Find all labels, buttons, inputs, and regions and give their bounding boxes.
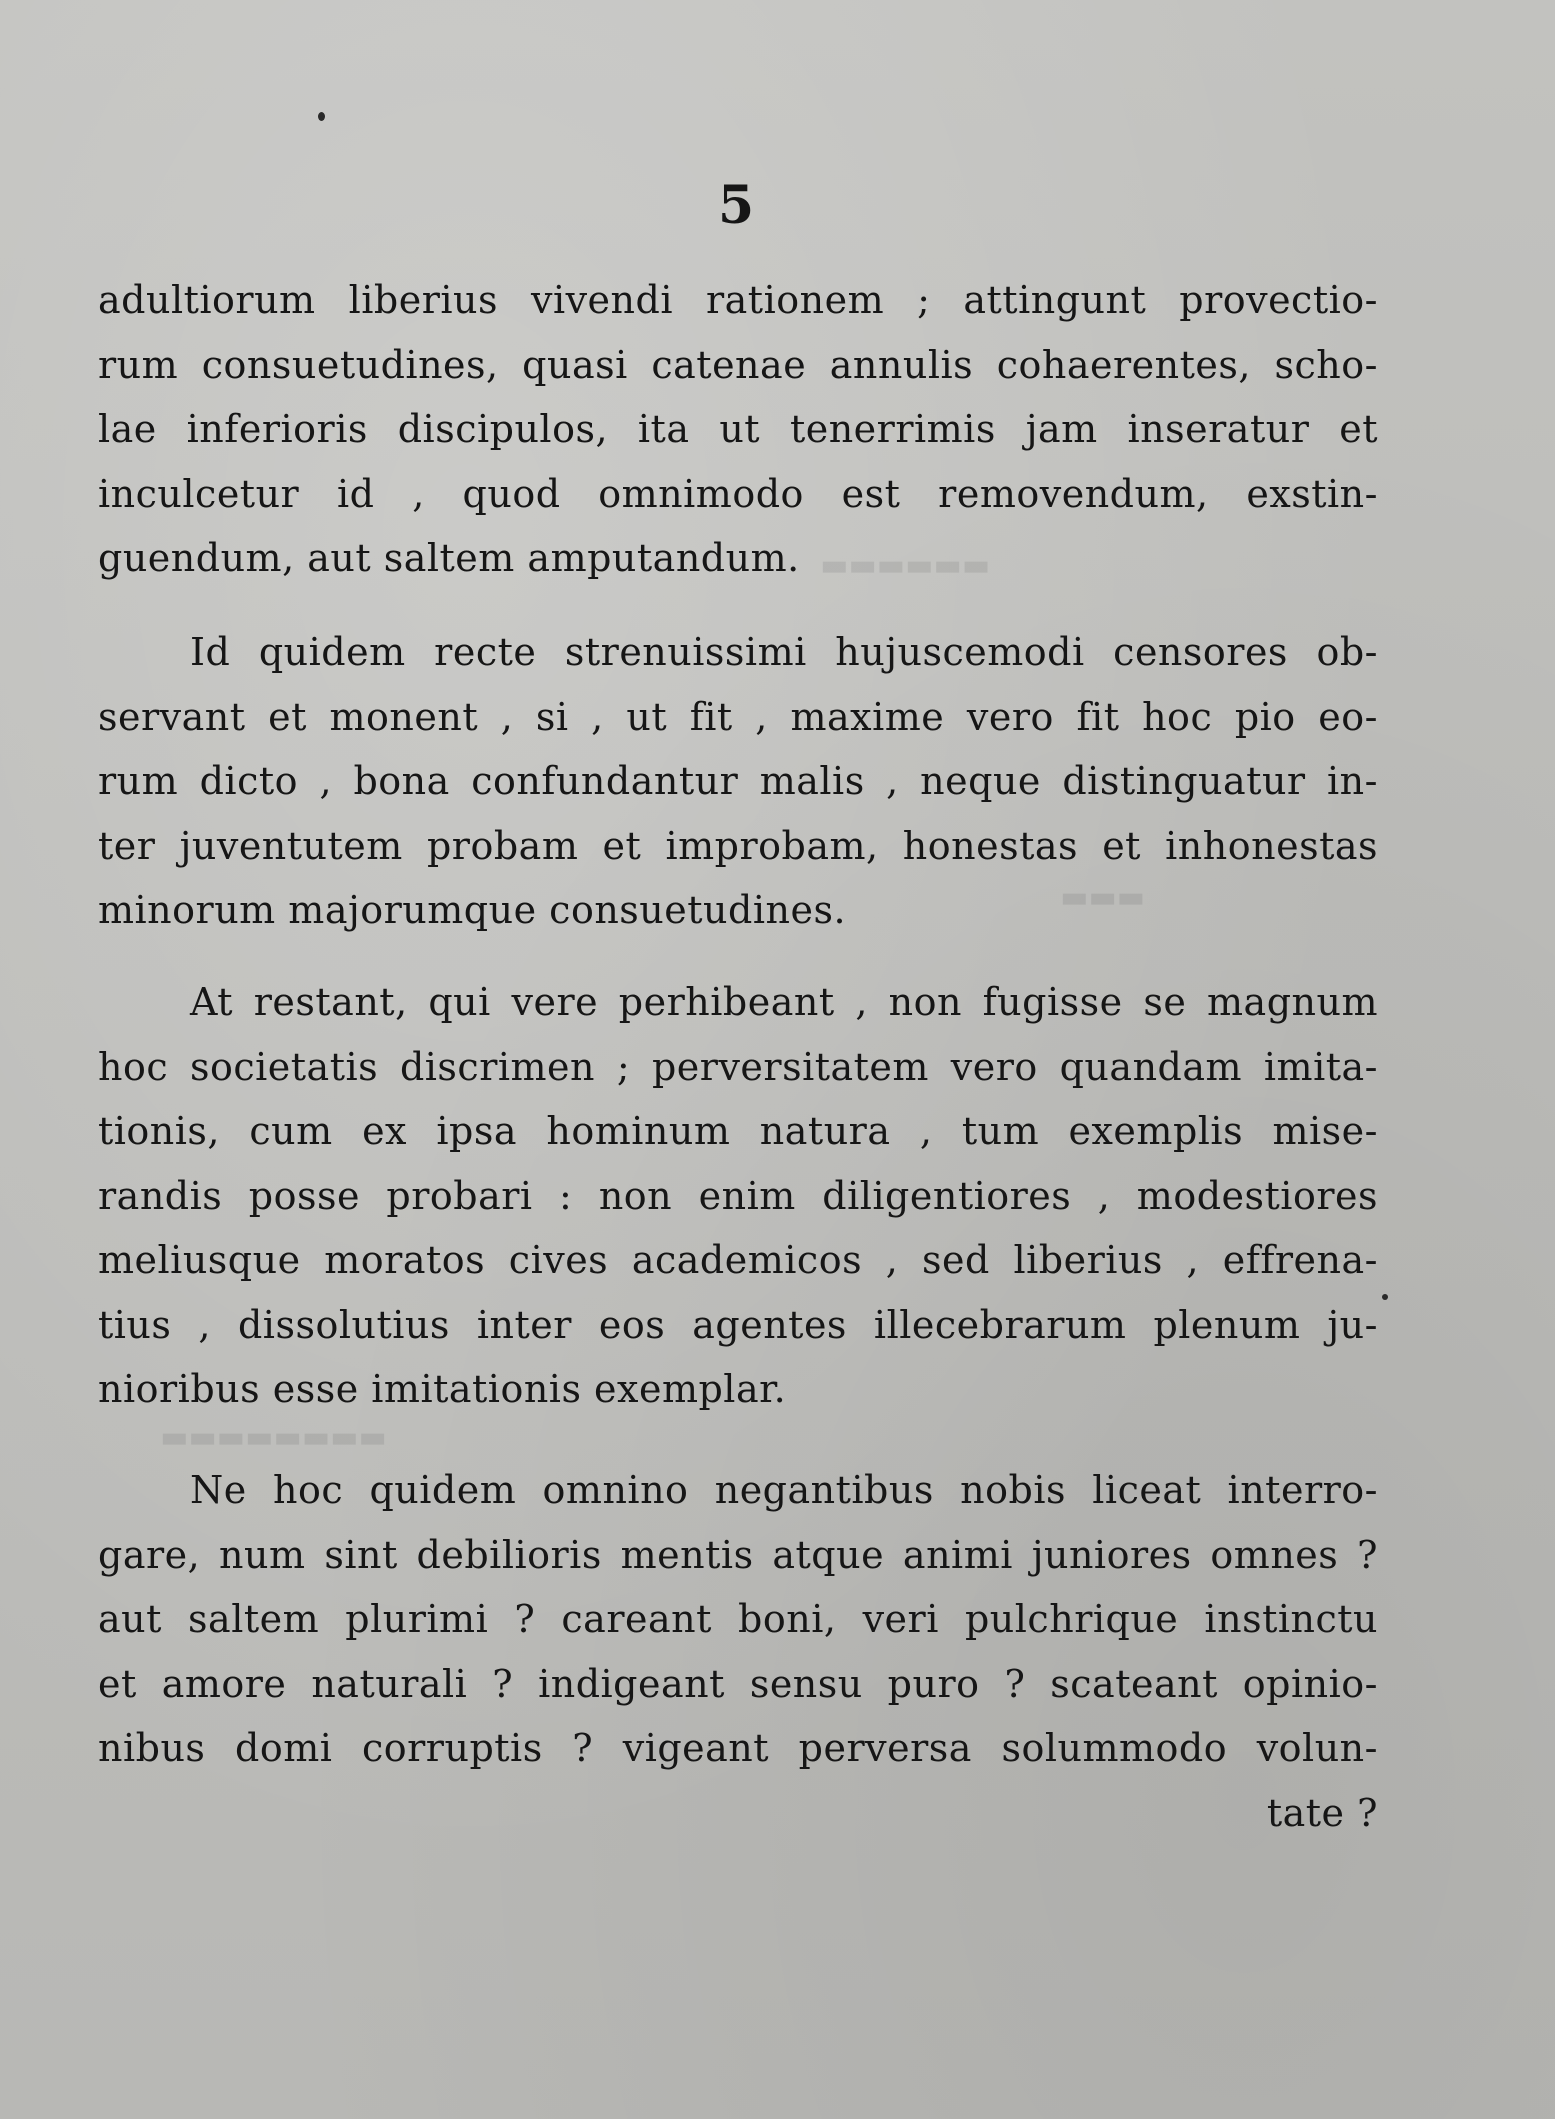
text-line: rum consuetudines, quasi catenae annulis cohaerentes, scho- <box>98 342 1378 387</box>
text-line: meliusque moratos cives academicos , sed liberius , effrena- <box>98 1238 1378 1282</box>
text-line: gare, num sint debilioris mentis atque animi juniores omnes ? <box>98 1532 1378 1577</box>
page-number: 5 <box>718 175 755 236</box>
text-line: At restant, qui vere perhibeant , non fugisse se magnum <box>190 980 1378 1024</box>
text-line: nibus domi corruptis ? vigeant perversa solummodo volun- <box>98 1726 1378 1770</box>
text-line: Ne hoc quidem omnino negantibus nobis liceat interro- <box>190 1468 1378 1512</box>
show-through-shadow: ▬▬▬▬▬▬▬▬ <box>160 1420 387 1455</box>
text-line: randis posse probari : non enim diligentiores , modestiores <box>98 1173 1378 1218</box>
text-line: rum dicto , bona confundantur malis , neque distinguatur in- <box>98 759 1378 803</box>
paragraph <box>98 1458 1378 1845</box>
paragraph <box>98 620 1378 943</box>
text-line: Id quidem recte strenuissimi hujuscemodi censores ob- <box>190 630 1378 674</box>
text-line: nioribus esse imitationis exemplar. <box>98 1367 787 1411</box>
paragraph <box>98 970 1378 1422</box>
text-line: guendum, aut saltem amputandum. <box>98 536 800 580</box>
show-through-shadow: ▬▬▬ <box>1060 880 1146 915</box>
text-line: inculcetur id , quod omnimodo est removendum, exstin- <box>98 471 1378 516</box>
ink-speck <box>1382 1294 1388 1300</box>
text-line: minorum majorumque consuetudines. <box>98 888 847 932</box>
ink-speck <box>318 112 325 121</box>
text-line: tionis, cum ex ipsa hominum natura , tum exemplis mise- <box>98 1109 1378 1153</box>
text-line: tius , dissolutius inter eos agentes illecebrarum plenum ju- <box>98 1302 1378 1347</box>
show-through-shadow: ▬▬▬▬▬▬ <box>820 548 991 583</box>
text-line: hoc societatis discrimen ; perversitatem vero quandam imita- <box>98 1044 1378 1089</box>
text-line-final: tate ? <box>1266 1790 1378 1835</box>
text-line: ter juventutem probam et improbam, honestas et inhonestas <box>98 823 1378 868</box>
text-line: adultiorum liberius vivendi rationem ; attingunt provectio- <box>98 278 1378 322</box>
text-line: aut saltem plurimi ? careant boni, veri pulchrique instinctu <box>98 1597 1378 1641</box>
paragraph <box>98 268 1378 591</box>
text-line: et amore naturali ? indigeant sensu puro ? scateant opinio- <box>98 1661 1378 1706</box>
text-line: servant et monent , si , ut fit , maxime vero fit hoc pio eo- <box>98 694 1378 739</box>
text-line: lae inferioris discipulos, ita ut tenerrimis jam inseratur et <box>98 407 1378 451</box>
